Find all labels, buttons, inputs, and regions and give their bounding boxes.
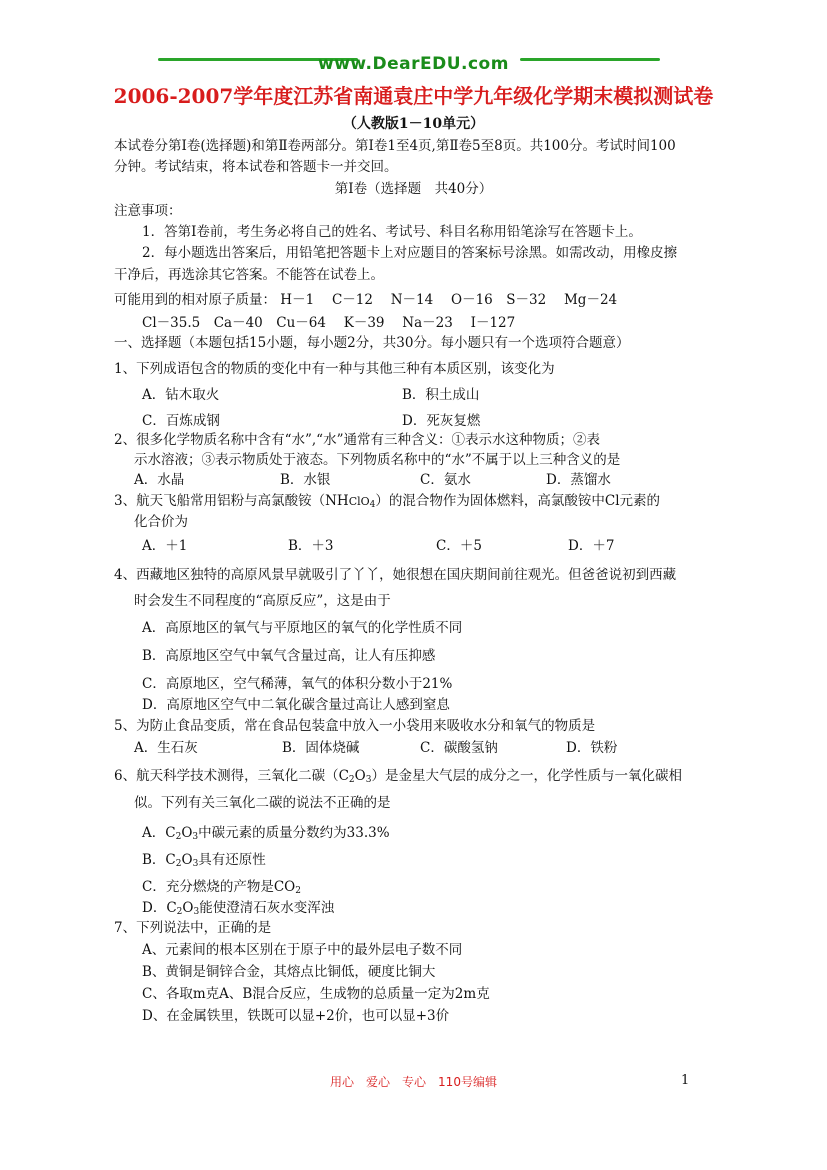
q2-stem-2: 示水溶液；③表示物质处于液态。下列物质名称中的“水”不属于以上三种含义的是 [134,452,621,468]
q6-option-b: B．$C_2O_3$具有还原性 [142,852,266,869]
q2-option-d: D．蒸馏水 [546,472,611,488]
q3-option-d: D．＋7 [568,538,615,554]
notice-heading: 注意事项： [114,203,182,219]
q7-stem: 7、下列说法中，正确的是 [114,920,272,936]
q6-stem-1: 6、航天科学技术测得，三氧化二碳$(C_2O_3)$是金星大气层的成分之一，化学性质与一氧化碳相 [114,768,682,785]
q6-option-d: D．$C_2O_3$能使澄清石灰水变浑浊 [142,900,335,917]
q5-option-c: C．碳酸氢钠 [420,740,498,756]
site-banner: www.DearEDU.com [318,54,509,74]
q7-option-b: B、黄铜是铜锌合金，其熔点比铜低，硬度比铜大 [142,964,436,980]
q3-stem-2: 化合价为 [134,514,188,530]
q2-option-b: B．水银 [280,472,331,488]
atomic-masses-line-1: 可能用到的相对原子质量： H－1 C－12 N－14 O－16 S－32 Mg－24 [114,292,618,308]
q7-option-a: A、元素间的根本区别在于原子中的最外层电子数不同 [142,942,463,958]
q4-option-b: B．高原地区空气中氧气含量过高，让人有压抑感 [142,648,436,664]
q7-option-d: D、在金属铁里，铁既可以显+2价，也可以显+3价 [142,1008,450,1024]
q1-option-b: B．积土成山 [402,387,480,403]
q6-stem-2: 似。下列有关三氧化二碳的说法不正确的是 [134,795,391,811]
intro-line-2: 分钟。考试结束，将本试卷和答题卡一并交回。 [114,159,398,175]
q2-option-a: A．水晶 [134,472,185,488]
q4-option-a: A．高原地区的氧气与平原地区的氧气的化学性质不同 [142,620,463,636]
q4-stem-2: 时会发生不同程度的“高原反应”，这是由于 [134,593,391,609]
page-title: 2006-2007学年度江苏省南通袁庄中学九年级化学期末模拟测试卷 [113,84,714,108]
q4-stem-1: 4、西藏地区独特的高原风景早就吸引了丫丫，她很想在国庆期间前往观光。但爸爸说初到西藏 [114,567,677,583]
q7-option-c: C、各取m克A、B混合反应，生成物的总质量一定为2m克 [142,986,490,1002]
q5-option-a: A．生石灰 [134,740,198,756]
intro-line-1: 本试卷分第Ⅰ卷(选择题)和第Ⅱ卷两部分。第Ⅰ卷1至4页,第Ⅱ卷5至8页。共100分。考试时间100 [114,138,676,154]
q4-option-c: C．高原地区，空气稀薄，氧气的体积分数小于21% [142,676,453,692]
q3-option-a: A．＋1 [142,538,188,554]
q5-stem: 5、为防止食品变质，常在食品包装盒中放入一小袋用来吸收水分和氧气的物质是 [114,718,596,734]
q3-option-b: B．＋3 [288,538,334,554]
q5-option-b: B．固体烧碱 [282,740,360,756]
q5-option-d: D．铁粉 [566,740,618,756]
q2-option-c: C．氨水 [420,472,471,488]
q1-option-a: A．钻木取火 [142,387,220,403]
q4-option-d: D．高原地区空气中二氧化碳含量过高让人感到窒息 [142,697,450,713]
part-heading: 一、选择题（本题包括15小题，每小题2分，共30分。每小题只有一个选项符合题意） [114,335,630,351]
page-footer: 用心 爱心 专心 110号编辑 [330,1075,497,1089]
q1-stem: 1、下列成语包含的物质的变化中有一种与其他三种有本质区别，该变化为 [114,361,555,377]
q3-stem-1: 3、航天飞船常用铝粉与高氯酸铵（NHClO$_4$）的混合物作为固体燃料，高氯酸铵中Cl元素的 [114,493,661,510]
notice-item-2: 2．每小题选出答案后，用铅笔把答题卡上对应题目的答案标号涂黑。如需改动，用橡皮擦 [142,245,678,261]
page-number: 1 [681,1073,690,1088]
atomic-masses-line-2: Cl－35.5 Ca－40 Cu－64 K－39 Na－23 I－127 [142,315,516,331]
q3-option-c: C．＋5 [436,538,482,554]
q2-stem-1: 2、很多化学物质名称中含有“水”,“水”通常有三种含义：①表示水这种物质；②表 [114,432,600,448]
notice-item-1: 1．答第Ⅰ卷前，考生务必将自己的姓名、考试号、科目名称用铅笔涂写在答题卡上。 [142,224,642,240]
page-subtitle: （人教版1－10单元） [342,116,485,132]
q6-option-a: A．$C_2O_3$中碳元素的质量分数约为33.3% [142,825,390,842]
q1-option-d: D．死灰复燃 [402,413,481,429]
q1-option-c: C．百炼成钢 [142,413,220,429]
section-heading: 第Ⅰ卷（选择题 共40分） [334,181,493,197]
q6-option-c: C．充分燃烧的产物是$CO_2$ [142,879,301,896]
notice-item-2-cont: 干净后，再选涂其它答案。不能答在试卷上。 [114,267,384,283]
